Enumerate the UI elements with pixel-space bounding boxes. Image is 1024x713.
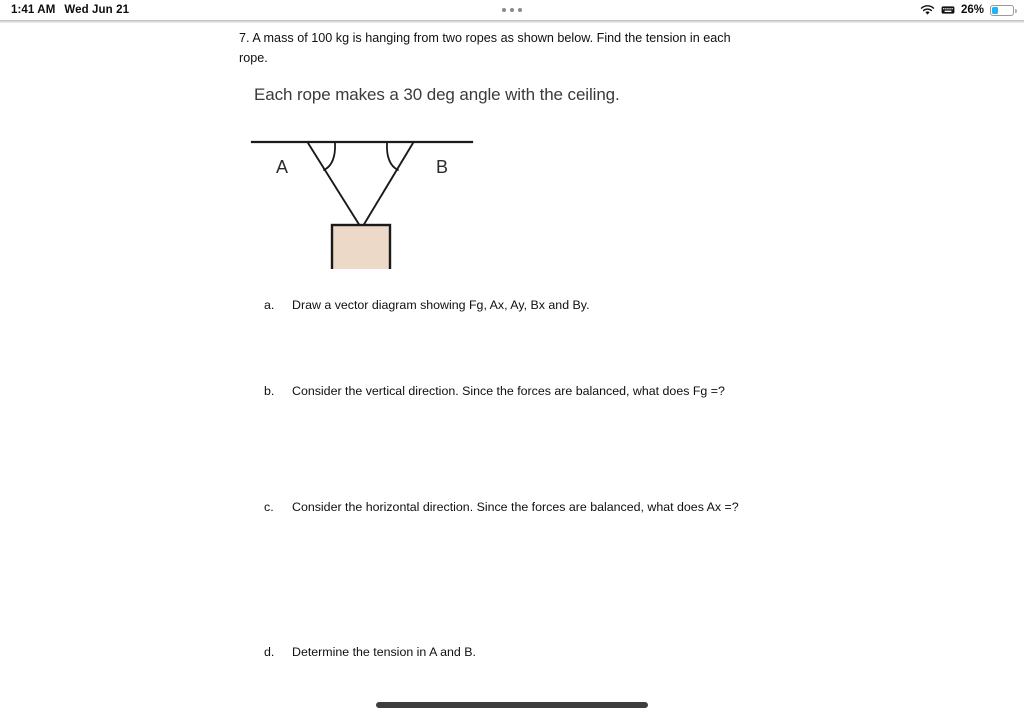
document-page[interactable] — [0, 23, 1024, 690]
status-bar-right-group — [920, 0, 1014, 20]
battery-fill-level — [992, 7, 998, 14]
status-bar-center-group — [0, 0, 1024, 20]
subquestion-d-marker: d. — [264, 645, 275, 659]
subquestion-c-text: Consider the horizontal direction. Since the forces are balanced, what does Ax =? — [292, 500, 739, 514]
status-bar-left-group — [11, 0, 129, 20]
keyboard-icon — [941, 5, 955, 15]
hanging-block — [332, 225, 390, 269]
battery-percent-label: 26% — [960, 4, 984, 16]
subquestion-c-marker: c. — [264, 500, 274, 514]
rope-b-label: B — [436, 157, 449, 177]
subquestion-b-text: Consider the vertical direction. Since the forces are balanced, what does Fg =? — [292, 384, 725, 398]
dot-2 — [510, 8, 514, 12]
battery-icon — [990, 5, 1014, 16]
subquestion-b-marker: b. — [264, 384, 275, 398]
three-dots-icon[interactable] — [502, 8, 522, 12]
angle-arc-right — [387, 143, 398, 170]
subquestion-d — [264, 645, 476, 659]
subquestion-c — [264, 500, 739, 514]
angle-arc-left — [324, 143, 335, 170]
status-bar-date: Wed Jun 21 — [64, 4, 130, 16]
status-bar — [0, 0, 1024, 20]
status-bar-separator — [0, 20, 1024, 23]
subquestion-a — [264, 298, 590, 312]
home-indicator-area — [0, 690, 1024, 713]
wifi-icon — [920, 5, 935, 16]
subquestion-a-marker: a. — [264, 298, 275, 312]
subquestion-a-text: Draw a vector diagram showing Fg, Ax, Ay, Bx and By. — [292, 298, 590, 312]
angle-note-text: Each rope makes a 30 deg angle with the ceiling. — [254, 85, 620, 104]
dot-3 — [518, 8, 522, 12]
subquestion-d-text: Determine the tension in A and B. — [292, 645, 476, 659]
home-indicator[interactable] — [376, 702, 648, 708]
force-diagram — [246, 109, 496, 269]
rope-a-label: A — [276, 157, 289, 177]
subquestion-b — [264, 384, 725, 398]
dot-1 — [502, 8, 506, 12]
problem-statement: 7. A mass of 100 kg is hanging from two ropes as shown below. Find the tension in each rope. — [239, 31, 731, 65]
status-bar-time: 1:41 AM — [11, 4, 56, 16]
